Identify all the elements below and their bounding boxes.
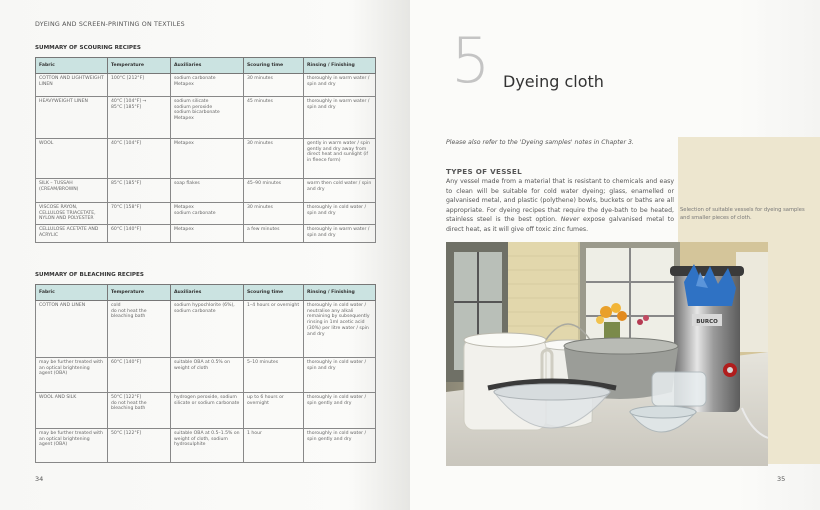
table-cell: 85°C [185°F] xyxy=(108,179,171,203)
body-paragraph xyxy=(446,177,674,235)
scouring-table xyxy=(35,57,376,243)
table-cell: 30 minutes xyxy=(244,74,304,97)
table-cell: 30 minutes xyxy=(244,139,304,179)
body-text-part: Any vessel made from a material that is resistant to chemicals and easy to clean will be suitable for cold water dyeing; glass, enamelled or galvanised metal, and plastic (polythene) bowls, buckets or baths are all appropriate. For dyeing recipes that require the dye-bath to be heated, stainless steel is the best option. xyxy=(446,178,674,224)
photo-caption: Selection of suitable vessels for dyeing samples and smaller pieces of cloth. xyxy=(680,207,805,222)
page-number-right: 35 xyxy=(777,475,786,483)
table-cell: COTTON AND LIGHTWEIGHT LINEN xyxy=(36,74,108,97)
table-cell: thoroughly in cold water / neutralise any alkali remaining by subsequently rinsing in 1ml acetic acid (30%) per litre water / spin and dry xyxy=(304,301,376,358)
measuring-jug xyxy=(652,372,706,406)
table-cell: 1–4 hours or overnight xyxy=(244,301,304,358)
table-cell: suitable OBA at 0.5% on weight of cloth xyxy=(171,358,244,393)
table-cell: 30 minutes xyxy=(244,203,304,225)
column-header: Auxiliaries xyxy=(171,285,244,301)
table-row xyxy=(36,74,376,97)
table-row xyxy=(36,225,376,243)
table-cell: 50°C [122°F] do not heat the bleaching bath xyxy=(108,393,171,429)
table-row xyxy=(36,393,376,429)
table-cell: 5–10 minutes xyxy=(244,358,304,393)
table-cell: 60°C [140°F] xyxy=(108,225,171,243)
table-cell: WOOL AND SILK xyxy=(36,393,108,429)
table-cell: warm then cold water / spin and dry xyxy=(304,179,376,203)
table-cell: 45 minutes xyxy=(244,97,304,139)
table-cell: 45–90 minutes xyxy=(244,179,304,203)
table-cell: suitable OBA at 0.5–1.5% on weight of cloth, sodium hydrosulphite xyxy=(171,429,244,463)
table-cell: thoroughly in warm water / spin and dry xyxy=(304,97,376,139)
bleaching-header-row xyxy=(36,285,376,301)
table-cell: HEAVYWEIGHT LINEN xyxy=(36,97,108,139)
page-number-left: 34 xyxy=(35,475,44,483)
vessels-illustration xyxy=(446,242,768,466)
table-cell: 60°C [140°F] xyxy=(108,358,171,393)
table-cell: sodium hypochlorite (6%), sodium carbonate xyxy=(171,301,244,358)
bleaching-table-title: SUMMARY OF BLEACHING RECIPES xyxy=(35,272,144,278)
column-header: Scouring time xyxy=(244,285,304,301)
section-heading: TYPES OF VESSEL xyxy=(446,167,522,176)
table-cell: sodium silicate sodium peroxide sodium bicarbonate Metapex xyxy=(171,97,244,139)
table-cell: soap flakes xyxy=(171,179,244,203)
vessels-photo xyxy=(446,242,768,466)
table-cell: hydrogen peroxide, sodium silicate or sodium carbonate xyxy=(171,393,244,429)
table-cell: COTTON AND LINEN xyxy=(36,301,108,358)
table-cell: Metapex sodium carbonate xyxy=(171,203,244,225)
table-cell: Metapex xyxy=(171,225,244,243)
scouring-table-title: SUMMARY OF SCOURING RECIPES xyxy=(35,45,141,51)
table-cell: thoroughly in warm water / spin and dry xyxy=(304,225,376,243)
table-cell: Metapex xyxy=(171,139,244,179)
running-head: DYEING AND SCREEN-PRINTING ON TEXTILES xyxy=(35,21,185,28)
table-row xyxy=(36,301,376,358)
table-row xyxy=(36,97,376,139)
table-cell: up to 6 hours or overnight xyxy=(244,393,304,429)
table-cell: a few minutes xyxy=(244,225,304,243)
table-cell: gently in warm water / spin gently and dry away from direct heat and sunlight (if in fleece form) xyxy=(304,139,376,179)
table-cell: may be further treated with an optical brightening agent (OBA) xyxy=(36,358,108,393)
table-cell: CELLULOSE ACETATE AND ACRYLIC xyxy=(36,225,108,243)
table-cell: thoroughly in cold water / spin and dry xyxy=(304,203,376,225)
table-cell: 1 hour xyxy=(244,429,304,463)
column-header: Auxiliaries xyxy=(171,58,244,74)
table-row xyxy=(36,358,376,393)
column-header: Fabric xyxy=(36,285,108,301)
table-cell: thoroughly in cold water / spin gently and dry xyxy=(304,429,376,463)
boiler-label: BURCO xyxy=(696,319,718,325)
table-cell: 40°C [104°F] → 85°C [185°F] xyxy=(108,97,171,139)
table-cell: thoroughly in cold water / spin gently and dry xyxy=(304,393,376,429)
table-cell: 100°C [212°F] xyxy=(108,74,171,97)
column-header: Fabric xyxy=(36,58,108,74)
column-header: Scouring time xyxy=(244,58,304,74)
table-row xyxy=(36,139,376,179)
column-header: Temperature xyxy=(108,58,171,74)
chapter-note: Please also refer to the 'Dyeing samples' notes in Chapter 3. xyxy=(446,139,634,146)
chapter-title: Dyeing cloth xyxy=(503,72,604,91)
table-cell: 70°C [158°F] xyxy=(108,203,171,225)
table-cell: SILK – TUSSAH (CREAM/BROWN) xyxy=(36,179,108,203)
column-header: Rinsing / Finishing xyxy=(304,58,376,74)
body-text-emphasis: Never xyxy=(560,216,580,224)
column-header: Rinsing / Finishing xyxy=(304,285,376,301)
table-cell: 40°C [104°F] xyxy=(108,139,171,179)
scouring-header-row xyxy=(36,58,376,74)
blue-gloves xyxy=(684,264,736,306)
table-cell: VISCOSE RAYON, CELLULOSE TRIACETATE, NYLON AND POLYESTER xyxy=(36,203,108,225)
table-cell: 50°C [122°F] xyxy=(108,429,171,463)
body-text-part: expose galvanised metal to direct heat, as it will give off toxic zinc fumes. xyxy=(446,216,674,234)
table-cell: WOOL xyxy=(36,139,108,179)
table-cell: thoroughly in warm water / spin and dry xyxy=(304,74,376,97)
chapter-number: 5 xyxy=(451,24,491,97)
column-header: Temperature xyxy=(108,285,171,301)
table-row xyxy=(36,203,376,225)
table-cell: thoroughly in cold water / spin and dry xyxy=(304,358,376,393)
bleaching-table xyxy=(35,284,376,463)
table-cell: cold do not heat the bleaching bath xyxy=(108,301,171,358)
table-cell: may be further treated with an optical brightening agent (OBA) xyxy=(36,429,108,463)
table-cell: sodium carbonate Metapex xyxy=(171,74,244,97)
table-row xyxy=(36,429,376,463)
table-row xyxy=(36,179,376,203)
right-page xyxy=(410,0,820,510)
